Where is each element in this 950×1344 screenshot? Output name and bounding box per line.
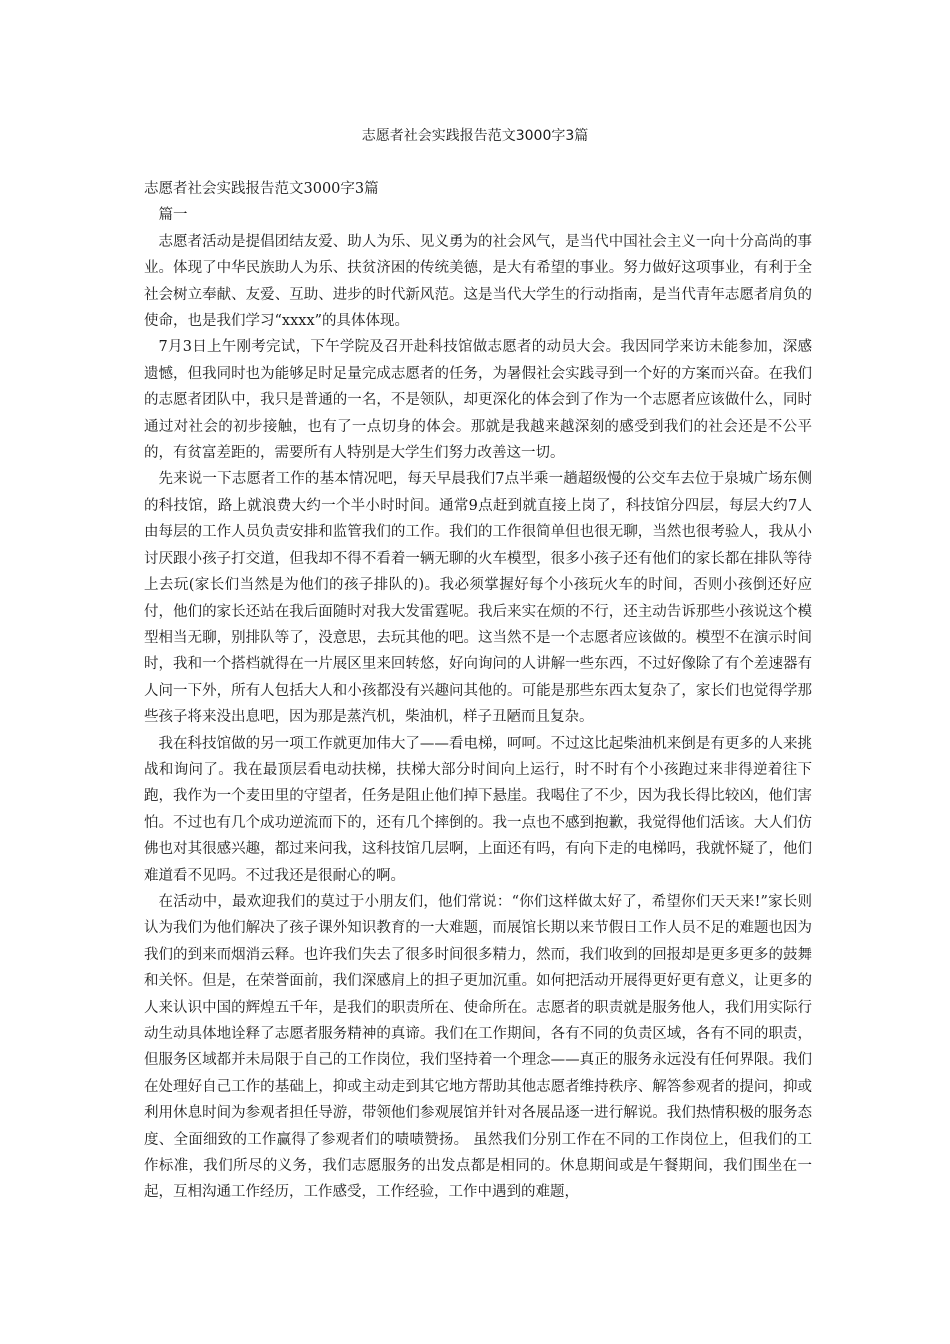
paragraph: 7月3日上午刚考完试，下午学院及召开赴科技馆做志愿者的动员大会。我因同学来访未能参加，深感遗憾，但我同时也为能够足时足量完成志愿者的任务，为暑假社会实践寻到一个好的方案而兴奋。在我们的志愿者团队中，我只是普通的一名，不是领队，却更深化的体会到了作为一个志愿者应该做什么，同时通过对社会的初步接触，也有了一点切身的体会。那就是我越来越深刻的感受到我们的社会还是不公平的，有贫富差距的，需要所有人特别是大学生们努力改善这一切。 (144, 339, 812, 462)
paragraph: 先来说一下志愿者工作的基本情况吧，每天早晨我们7点半乘一趟超级慢的公交车去位于泉城广场东侧的科技馆，路上就浪费大约一个半小时时间。通常9点赶到就直接上岗了，科技馆分四层，每层大约7人由每层的工作人员负责安排和监管我们的工作。我们的工作很简单但也很无聊，当然也很考验人，我从小讨厌跟小孩子打交道，但我却不得不看着一辆无聊的火车模型，很多小孩子还有他们的家长都在排队等待上去玩(家长们当然是为他们的孩子排队的)。我必须掌握好每个小孩玩火车的时间，否则小孩倒还好应付，他们的家长还站在我后面随时对我大发雷霆呢。我后来实在烦的不行，还主动告诉那些小孩说这个模型相当无聊，别排队等了，没意思，去玩其他的吧。这当然不是一个志愿者应该做的。模型不在演示时间时，我和一个搭档就得在一片展区里来回转悠，好向询问的人讲解一些东西，不过好像除了有个差速器有人问一下外，所有人包括大人和小孩都没有兴趣问其他的。可能是那些东西太复杂了，家长们也觉得学那些孩子将来没出息吧，因为那是蒸汽机，柴油机，样子丑陋而且复杂。 (144, 471, 812, 726)
document-body (144, 176, 812, 1206)
document-title: 志愿者社会实践报告范文3000字3篇 (361, 128, 589, 144)
paragraph: 在活动中，最欢迎我们的莫过于小朋友们，他们常说：“你们这样做太好了，希望你们天天来!”家长则认为我们为他们解决了孩子课外知识教育的一大难题，而展馆长期以来节假日工作人员不足的难题也因为我们的到来而烟消云释。也许我们失去了很多时间很多精力，然而，我们收到的回报却是更多更多的鼓舞和关怀。但是，在荣誉面前，我们深感肩上的担子更加沉重。如何把活动开展得更好更有意义，让更多的人来认识中国的辉煌五千年，是我们的职责所在、使命所在。志愿者的职责就是服务他人，我们用实际行动生动具体地诠释了志愿者服务精神的真谛。我们在工作期间，各有不同的负责区域，各有不同的职责，但服务区域都并未局限于自己的工作岗位，我们坚持着一个理念——真正的服务永远没有任何界限。我们在处理好自己工作的基础上，抑或主动走到其它地方帮助其他志愿者维持秩序、解答参观者的提问，抑或利用休息时间为参观者担任导游，带领他们参观展馆并针对各展品逐一进行解说。我们热情积极的服务态度、全面细致的工作赢得了参观者们的啧啧赞扬。 虽然我们分别工作在不同的工作岗位上，但我们的工作标准，我们所尽的义务，我们志愿服务的出发点都是相同的。休息期间或是午餐期间，我们围坐在一起，互相沟通工作经历，工作感受，工作经验，工作中遇到的难题， (144, 893, 812, 1201)
section-label: 篇一 (158, 207, 188, 224)
paragraph: 志愿者活动是提倡团结友爱、助人为乐、见义勇为的社会风气，是当代中国社会主义一向十分高尚的事业。体现了中华民族助人为乐、扶贫济困的传统美德，是大有希望的事业。努力做好这项事业，有利于全社会树立奉献、友爱、互助、进步的时代新风范。这是当代大学生的行动指南，是当代青年志愿者肩负的使命，也是我们学习“xxxx”的具体体现。 (144, 233, 812, 330)
paragraph: 我在科技馆做的另一项工作就更加伟大了——看电梯，呵呵。不过这比起柴油机来倒是有更多的人来挑战和询问了。我在最顶层看电动扶梯，扶梯大部分时间向上运行，时不时有个小孩跑过来非得逆着往下跑，我作为一个麦田里的守望者，任务是阻止他们掉下悬崖。我喝住了不少，因为我长得比较凶，他们害怕。不过也有几个成功逆流而下的，还有几个摔倒的。我一点也不感到抱歉，我觉得他们活该。大人们仿佛也对其很感兴趣，都过来问我，这科技馆几层啊，上面还有吗，有向下走的电梯吗，我就怀疑了，他们难道看不见吗。不过我还是很耐心的啊。 (144, 735, 812, 884)
document-subtitle: 志愿者社会实践报告范文3000字3篇 (144, 181, 379, 197)
